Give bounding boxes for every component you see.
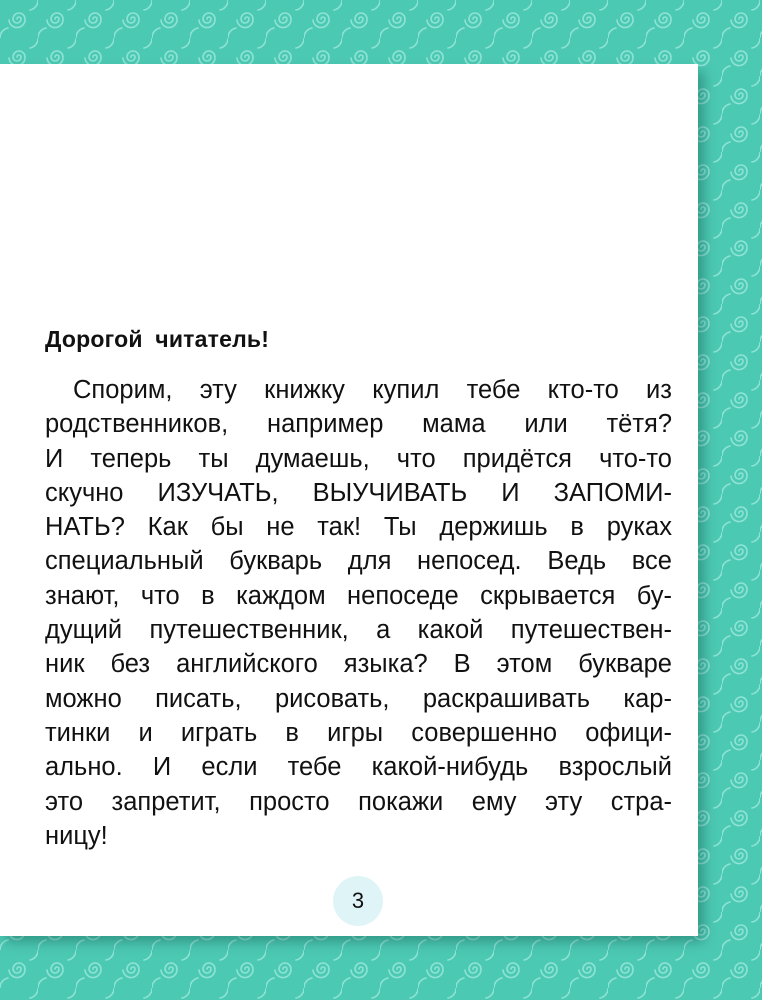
page-number: 3 [333, 876, 383, 926]
text-line: знают, что в каждом непоседе скрывается бу- [45, 581, 672, 610]
book-page [0, 64, 698, 936]
text-line: ник без английского языка? В этом букваре [45, 650, 672, 679]
text-line: дущий путешественник, а какой путешествен- [45, 616, 672, 645]
text-line: ально. И если тебе какой-нибудь взрослый [45, 753, 672, 782]
text-line: скучно ИЗУЧАТЬ, ВЫУЧИВАТЬ И ЗАПОМИ- [45, 478, 672, 507]
text-line: ницу! [45, 821, 108, 850]
text-line: можно писать, рисовать, раскрашивать кар- [45, 684, 672, 713]
text-line: это запретит, просто покажи ему эту стра- [45, 787, 672, 816]
page-heading: Дорогой читатель! [45, 326, 270, 352]
text-line: Спорим, эту книжку купил тебе кто-то из [73, 376, 672, 404]
text-line: НАТЬ? Как бы не так! Ты держишь в руках [45, 513, 672, 542]
text-line: родственников, например мама или тётя? [45, 410, 672, 439]
text-line: тинки и играть в игры совершенно офици- [45, 718, 672, 747]
body-text [45, 373, 672, 853]
text-line: специальный букварь для непосед. Ведь все [45, 547, 672, 576]
text-line: И теперь ты думаешь, что придётся что-то [45, 444, 672, 473]
